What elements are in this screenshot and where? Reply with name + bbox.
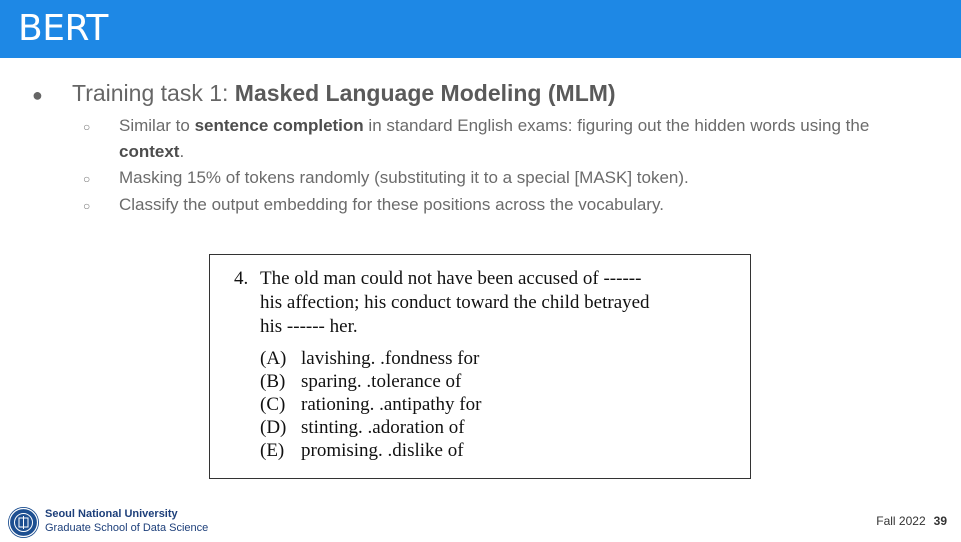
sub-bullet-text: [119, 113, 939, 165]
main-bullet-bold: Masked Language Modeling (MLM): [234, 80, 616, 106]
option-text: promising. .dislike of: [301, 440, 464, 461]
slide-footer-meta: [876, 514, 947, 528]
sub-bullet-1: [30, 113, 950, 165]
bullet-circle-icon: ○: [83, 120, 91, 134]
option-label: (D): [260, 417, 287, 438]
university-logo-icon: [8, 507, 39, 538]
sub-bullet-1-bold-context: context: [119, 142, 180, 161]
sub-bullet-text: Masking 15% of tokens randomly (substituting it to a special [MASK] token).: [119, 168, 689, 187]
slide-title: BERT: [18, 8, 108, 49]
sub-bullet-1-mid: in standard English exams: figuring out the hidden words using the: [363, 116, 870, 135]
sub-bullet-3: [30, 192, 950, 219]
option-label: (A): [260, 348, 287, 369]
sub-bullet-1-pre: Similar to: [119, 116, 195, 135]
main-bullet: [30, 80, 950, 107]
university-title: Seoul National University: [45, 508, 178, 520]
bullet-circle-icon: ○: [83, 199, 91, 213]
main-bullet-prefix: Training task 1:: [72, 80, 235, 106]
option-text: rationing. .antipathy for: [301, 394, 482, 415]
main-bullet-text: [72, 80, 616, 107]
sub-bullet-1-bold-phrase: sentence completion: [194, 116, 364, 135]
answer-option: [260, 370, 481, 393]
question-number: 4.: [234, 268, 249, 289]
sub-bullet-text: Classify the output embedding for these positions across the vocabulary.: [119, 195, 664, 214]
question-line-2: his affection; his conduct toward the child betrayed: [260, 292, 650, 313]
answer-option: [260, 393, 481, 416]
school-name: Graduate School of Data Science: [45, 522, 209, 534]
sub-bullet-1-post: .: [179, 142, 185, 161]
option-label: (B): [260, 371, 286, 392]
answer-option: [260, 347, 481, 370]
bullet-dot-icon: ●: [32, 85, 43, 105]
option-text: stinting. .adoration of: [301, 417, 465, 438]
option-label: (E): [260, 440, 285, 461]
option-text: sparing. .tolerance of: [301, 371, 462, 392]
question-line-1: The old man could not have been accused of ------: [260, 268, 642, 289]
answer-option: [260, 439, 481, 462]
exam-question-line: [234, 267, 650, 291]
term-label: Fall 2022: [876, 514, 926, 528]
university-name: [45, 507, 208, 535]
answer-options: [260, 347, 481, 462]
bullet-circle-icon: ○: [83, 172, 91, 186]
bullet-list: [30, 80, 950, 219]
option-text: lavishing. .fondness for: [301, 348, 480, 369]
page-number: 39: [933, 514, 947, 528]
question-line-3: his ------ her.: [260, 316, 358, 337]
slide-header: [0, 0, 961, 58]
exam-question: [234, 267, 650, 339]
option-label: (C): [260, 394, 286, 415]
exam-question-image: [209, 254, 751, 479]
answer-option: [260, 416, 481, 439]
sub-bullet-2: [30, 165, 950, 192]
